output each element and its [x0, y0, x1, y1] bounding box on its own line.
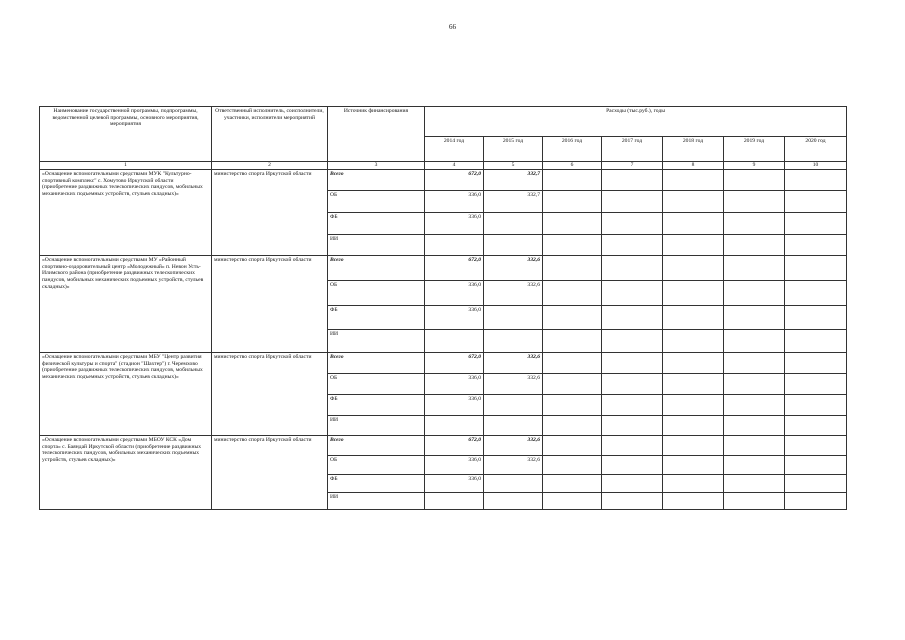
column-number: 8 [663, 162, 724, 170]
budget-table [39, 106, 847, 510]
value-2014: 336,0 [425, 456, 484, 475]
table-row [40, 353, 847, 374]
table-row [40, 436, 847, 456]
value-2014: 336,0 [425, 281, 484, 306]
column-number: 2 [212, 162, 328, 170]
value-2015 [484, 330, 543, 353]
header-expenses: Расходы (тыс.руб.), годы [425, 107, 847, 137]
value-2015 [484, 306, 543, 330]
value-2014: 336,0 [425, 213, 484, 235]
value-2015: 332,7 [484, 191, 543, 213]
value-2015: 332,6 [484, 281, 543, 306]
source-other: ИИ [328, 493, 425, 510]
header-year: 2020 год [785, 136, 847, 161]
value-2014: 336,0 [425, 395, 484, 416]
source-federal: ФБ [328, 213, 425, 235]
measure-group [40, 353, 847, 436]
source-regional: ОБ [328, 456, 425, 475]
column-number: 9 [724, 162, 785, 170]
header-source: Источник финансирования [328, 107, 425, 162]
value-2014 [425, 416, 484, 436]
measure-group [40, 436, 847, 510]
source-total: Всего [328, 256, 425, 281]
source-federal: ФБ [328, 395, 425, 416]
value-2015: 332,6 [484, 436, 543, 456]
value-2014: 672,0 [425, 353, 484, 374]
header-year: 2016 год [543, 136, 602, 161]
column-number: 10 [785, 162, 847, 170]
table-row [40, 170, 847, 191]
value-2015: 332,6 [484, 256, 543, 281]
header-year: 2014 год [425, 136, 484, 161]
column-number: 1 [40, 162, 212, 170]
page-number: 66 [449, 23, 456, 31]
source-other: ИИ [328, 330, 425, 353]
source-total: Всего [328, 436, 425, 456]
value-2014: 336,0 [425, 475, 484, 493]
value-2015 [484, 213, 543, 235]
measure-responsible: министерство спорта Иркутской области [212, 170, 328, 256]
source-federal: ФБ [328, 475, 425, 493]
header-year: 2018 год [663, 136, 724, 161]
measure-responsible: министерство спорта Иркутской области [212, 353, 328, 436]
value-2015: 332,6 [484, 353, 543, 374]
value-2014 [425, 235, 484, 256]
source-other: ИИ [328, 416, 425, 436]
value-2014: 336,0 [425, 191, 484, 213]
source-regional: ОБ [328, 191, 425, 213]
value-2015: 332,6 [484, 456, 543, 475]
column-number: 5 [484, 162, 543, 170]
column-number: 3 [328, 162, 425, 170]
value-2014: 672,0 [425, 170, 484, 191]
measure-responsible: министерство спорта Иркутской области [212, 256, 328, 353]
value-2014 [425, 330, 484, 353]
value-2015 [484, 493, 543, 510]
measure-name: «Оснащение вспомогательными средствами МБОУ КСК «Дом спорта» с. Баяндай Иркутской области (приобретение раздвижных телескопических пандусов, мобильных механических подъемных устройств, стульев складных)» [40, 436, 212, 510]
value-2015: 332,6 [484, 374, 543, 395]
value-2014 [425, 493, 484, 510]
header-year: 2015 год [484, 136, 543, 161]
table-row [40, 256, 847, 281]
value-2015 [484, 235, 543, 256]
source-regional: ОБ [328, 374, 425, 395]
value-2015 [484, 475, 543, 493]
header-name: Наименование государственной программы, подпрограммы, ведомственной целевой программы, основного мероприятия, мероприятия [40, 107, 212, 162]
column-number: 7 [602, 162, 663, 170]
source-other: ИИ [328, 235, 425, 256]
column-number: 6 [543, 162, 602, 170]
header-year: 2019 год [724, 136, 785, 161]
column-number: 4 [425, 162, 484, 170]
header-year: 2017 год [602, 136, 663, 161]
measure-name: «Оснащение вспомогательными средствами МУ «Районный спортивно-оздоровительный центр «Молодежный» п. Невон Усть-Илимского района (приобретение раздвижных телескопических пандусов, мобильных механических подъемных устройств, стульев складных)» [40, 256, 212, 353]
column-numbers-row [40, 162, 847, 170]
measure-name: «Оснащение вспомогательными средствами МБУ "Центр развития физической культуры и спорта" (стадион "Шахтер") г. Черемхово (приобретение раздвижных телескопических пандусов, мобильных механических подъемных устройств, стульев складных)» [40, 353, 212, 436]
value-2014: 672,0 [425, 256, 484, 281]
source-regional: ОБ [328, 281, 425, 306]
value-2014: 336,0 [425, 306, 484, 330]
header-responsible: Ответственный исполнитель, соисполнители, участники, исполнители мероприятий [212, 107, 328, 162]
source-total: Всего [328, 353, 425, 374]
measure-group [40, 170, 847, 256]
value-2015 [484, 395, 543, 416]
value-2015 [484, 416, 543, 436]
source-total: Всего [328, 170, 425, 191]
measure-group [40, 256, 847, 353]
value-2015: 332,7 [484, 170, 543, 191]
value-2014: 672,0 [425, 436, 484, 456]
value-2014: 336,0 [425, 374, 484, 395]
measure-responsible: министерство спорта Иркутской области [212, 436, 328, 510]
source-federal: ФБ [328, 306, 425, 330]
measure-name: «Оснащение вспомогательными средствами МУК "Культурно-спортивный комплекс" с. Хомутово Иркутской области (приобретение раздвижных телескопических пандусов, мобильных механических подъемных устройств, стульев складных)» [40, 170, 212, 256]
